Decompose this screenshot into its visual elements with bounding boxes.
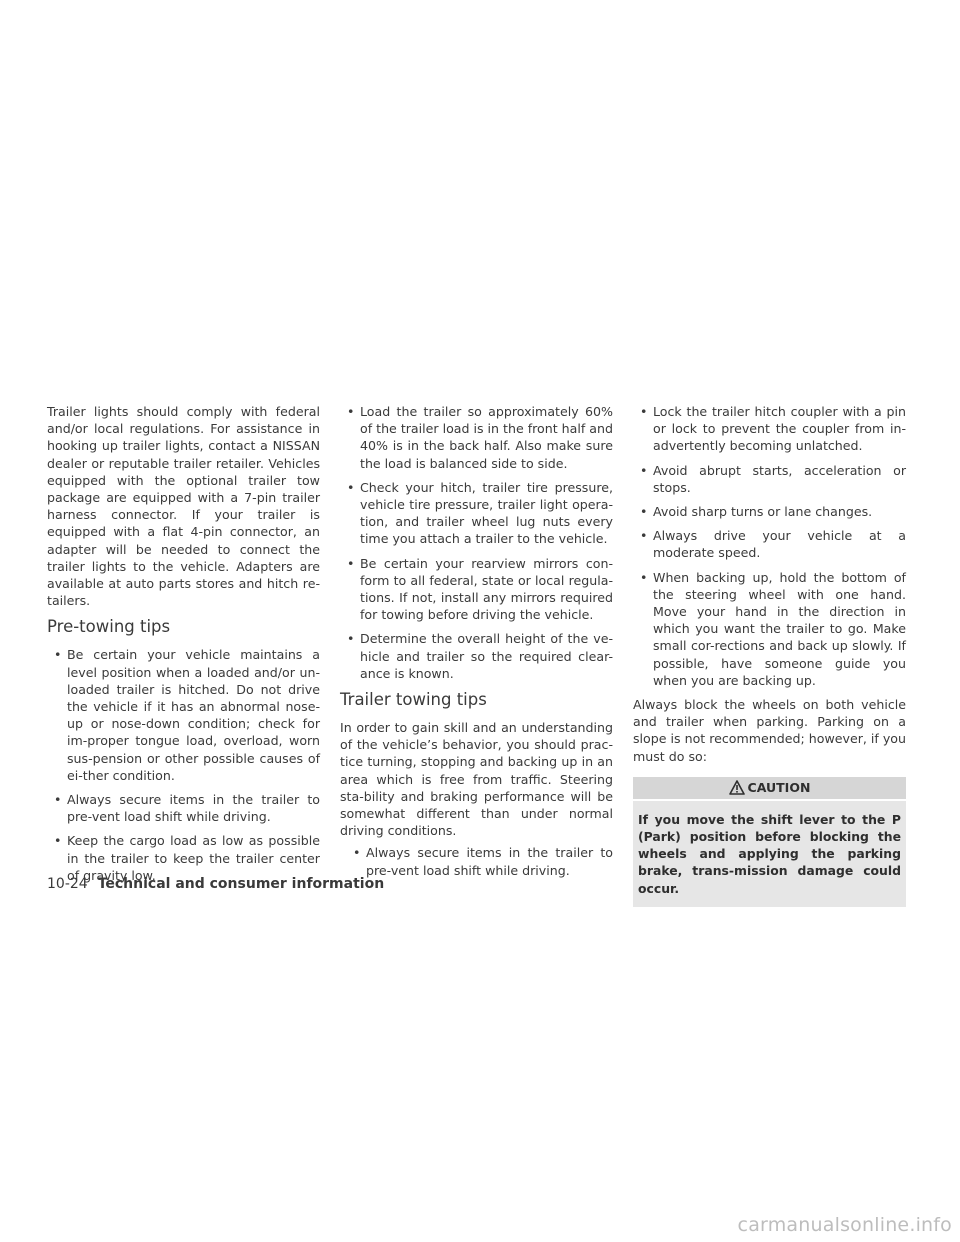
page-number: 10-24 <box>47 876 88 892</box>
towing-list <box>340 844 613 878</box>
list-item: • Always secure items in the trailer to pre-vent load shift while driving. <box>353 845 613 878</box>
caution-header <box>633 777 906 799</box>
warning-icon <box>729 780 745 795</box>
trailer-towing-heading: Trailer towing tips <box>340 690 487 710</box>
list-item: • Lock the trailer hitch coupler with a pin or lock to prevent the coupler from in-advertently becoming unlatched. <box>640 404 906 454</box>
pre-towing-list <box>47 646 320 884</box>
bullet-icon: • <box>54 647 62 663</box>
bullet-icon: • <box>347 404 355 419</box>
watermark: carmanualsonline.info <box>737 1214 952 1236</box>
parking-paragraph: Always block the wheels on both vehicle and trailer when parking. Parking on a slope is not recommended; however, if you must do so: <box>633 697 906 764</box>
bullet-icon: • <box>54 833 62 849</box>
caution-box <box>633 801 906 907</box>
pre-towing-heading: Pre-towing tips <box>47 617 171 637</box>
list-item: • Always drive your vehicle at a moderate speed. <box>640 528 906 561</box>
bullet-icon: • <box>640 528 648 544</box>
column-3 <box>633 403 906 907</box>
bullet-icon: • <box>353 845 361 861</box>
page-footer <box>47 876 384 896</box>
list-item: • Be certain your rearview mirrors con-form to all federal, state or local regula-tions. If not, install any mirrors required for towing before driving the vehicle. <box>347 555 613 623</box>
bullet-icon: • <box>640 569 648 585</box>
driving-list <box>633 403 906 689</box>
loading-list <box>340 403 613 682</box>
list-item: • Always secure items in the trailer to pre-vent load shift while driving. <box>54 792 320 825</box>
list-item: • Keep the cargo load as low as possible in the trailer to keep the trailer center of gravity low. <box>54 833 320 883</box>
list-item: • Load the trailer so approximately 60% of the trailer load is in the front half and 40% is in the back half. Also make sure the load is balanced side to side. <box>347 404 614 471</box>
bullet-icon: • <box>640 404 648 419</box>
bullet-icon: • <box>347 479 355 495</box>
list-item: • Determine the overall height of the ve-hicle and trailer so the required clear-ance is known. <box>347 631 613 681</box>
towing-paragraph: In order to gain skill and an understanding of the vehicle’s behavior, you should prac-tice turning, stopping and backing up in an area which is free from traffic. Steering sta-bility and braking performance will be somewhat different than under normal driving conditions. <box>340 720 613 839</box>
intro-paragraph: Trailer lights should comply with federal and/or local regulations. For assistance in hooking up trailer lights, contact a NISSAN dealer or reputable trailer retailer. Vehicles equipped with the optional trailer tow package are equipped with a 7-pin trailer harness connector. If your trailer is equipped with a flat 4-pin connector, an adapter will be needed to connect the trailer lights to the vehicle. Adapters are available at auto parts stores and hitch re-tailers. <box>47 404 320 609</box>
bullet-icon: • <box>347 631 355 647</box>
bullet-icon: • <box>640 504 648 520</box>
list-item: • When backing up, hold the bottom of the steering wheel with one hand. Move your hand in the direction in which you want the trailer to go. Make small cor-rections and back up slowly. If possible, have someone guide you when you are backing up. <box>640 569 906 688</box>
section-title: Technical and consumer information <box>97 876 385 892</box>
caution-text: If you move the shift lever to the P (Park) position before blocking the wheels and applying the parking brake, trans-mission damage could occur. <box>638 811 901 896</box>
list-item: • Avoid abrupt starts, acceleration or stops. <box>640 462 906 495</box>
bullet-icon: • <box>640 462 648 478</box>
bullet-icon: • <box>54 792 62 808</box>
column-2 <box>340 403 613 886</box>
column-1 <box>47 403 320 891</box>
list-item: • Check your hitch, trailer tire pressure, vehicle tire pressure, trailer light opera-tion, and trailer wheel lug nuts every time you attach a trailer to the vehicle. <box>347 479 613 547</box>
list-item: • Avoid sharp turns or lane changes. <box>640 504 873 520</box>
bullet-icon: • <box>347 555 355 571</box>
list-item: • Be certain your vehicle maintains a level position when a loaded and/or un-loaded trailer is hitched. Do not drive the vehicle if it has an abnormal nose-up or nose-down condition; check for im-proper tongue load, overload, worn sus-pension or other possible causes of ei-ther condition. <box>54 647 320 783</box>
caution-label: CAUTION <box>747 780 811 796</box>
